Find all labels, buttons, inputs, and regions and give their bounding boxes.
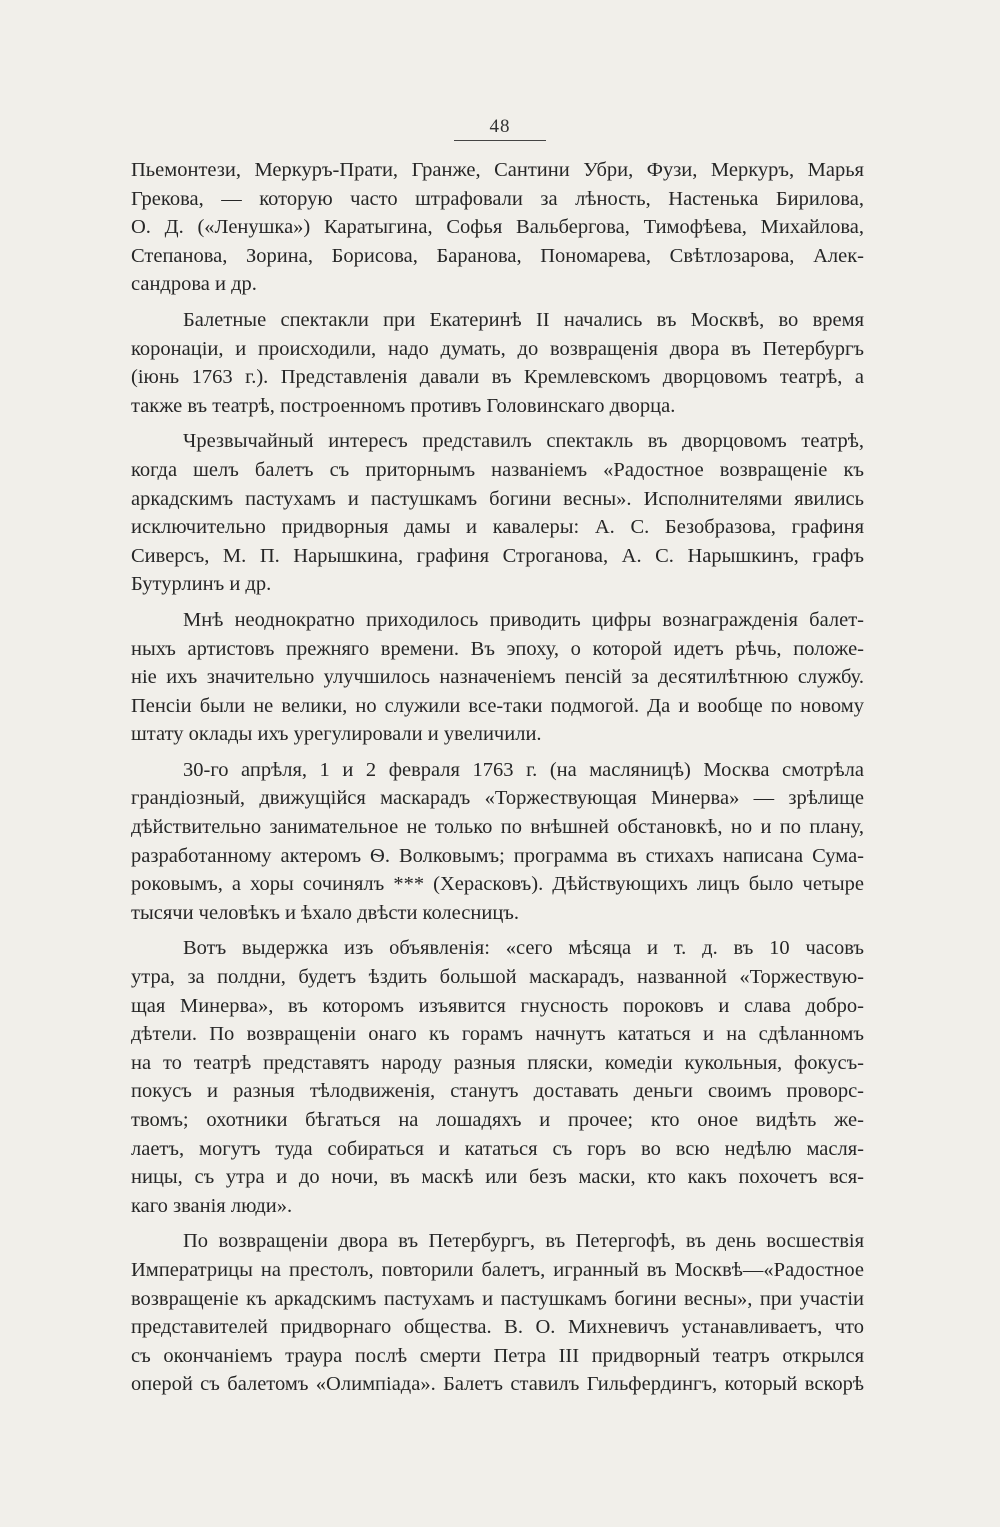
text-line: роковымъ, а хоры сочинялъ *** (Херасковъ). Дѣйствующихъ лицъ было четыре <box>131 873 864 896</box>
text-line: дѣтели. По возвращеніи онаго къ горамъ начнутъ кататься и на сдѣланномъ <box>131 1023 864 1046</box>
text-line: Пенсіи были не велики, но служили все-таки подмогой. Да и вообще по новому <box>131 694 864 717</box>
text-line: представителей придворнаго общества. В. О. Михневичъ устанавливаетъ, что <box>131 1316 864 1339</box>
text-line: 30-го апрѣля, 1 и 2 февраля 1763 г. (на масляницѣ) Москва смотрѣла <box>183 758 864 781</box>
text-line: Императрицы на престолъ, повторили балетъ, игранный въ Москвѣ—«Радостное <box>131 1258 864 1281</box>
text-line: штату оклады ихъ урегулировали и увеличили. <box>131 723 542 746</box>
text-line: дѣйствительно занимательное не только по внѣшней обстановкѣ, но и по плану, <box>131 816 864 839</box>
text-line: Грекова, — которую часто штрафовали за лѣность, Настенька Бирилова, <box>131 187 864 210</box>
text-line: Мнѣ неоднократно приходилось приводить цифры вознагражденія балет- <box>183 608 864 631</box>
paragraph-5 <box>131 756 864 928</box>
text-line: Балетные спектакли при Екатеринѣ II начались въ Москвѣ, во время <box>183 308 864 331</box>
text-line: ницы, съ утра и до ночи, въ маскѣ или безъ маски, кто какъ похочетъ вся- <box>131 1166 864 1189</box>
text-line: разработанному актеромъ Ѳ. Волковымъ; программа въ стихахъ написана Сума- <box>131 844 864 867</box>
text-line: исключительно придворныя дамы и кавалеры: А. С. Безобразова, графиня <box>131 516 864 539</box>
paragraph-6 <box>131 934 864 1220</box>
text-line: покусъ и разныя тѣлодвиженія, станутъ доставать деньги своимъ проворс- <box>131 1080 864 1103</box>
paragraph-1 <box>131 156 864 299</box>
text-line: сандрова и др. <box>131 273 257 296</box>
paragraph-2 <box>131 306 864 420</box>
text-line: съ окончаніемъ траура послѣ смерти Петра III придворный театръ открылся <box>131 1344 864 1367</box>
paragraph-7 <box>131 1227 864 1399</box>
text-line: (іюнь 1763 г.). Представленія давали въ Кремлевскомъ дворцовомъ театрѣ, а <box>131 366 864 389</box>
text-line: возвращеніе къ аркадскимъ пастухамъ и пастушкамъ богини весны», при участіи <box>131 1287 864 1310</box>
text-line: Пьемонтези, Меркуръ-Прати, Гранже, Сантини Убри, Фузи, Меркуръ, Марья <box>131 159 864 181</box>
text-line: тысячи человѣкъ и ѣхало двѣсти колесницъ. <box>131 901 520 924</box>
text-line: коронаціи, и происходили, надо думать, до возвращенія двора въ Петербургъ <box>131 337 864 360</box>
text-line: Вотъ выдержка изъ объявленія: «сего мѣсяца и т. д. въ 10 часовъ <box>183 937 864 960</box>
text-line: грандіозный, движущійся маскарадъ «Торжествующая Минерва» — зрѣлище <box>131 787 864 810</box>
text-line: утра, за полдни, будетъ ѣздить большой маскарадъ, названной «Торжествую- <box>131 966 864 989</box>
text-line: ніе ихъ значительно улучшилось назначеніемъ пенсій за десятилѣтнюю службу. <box>131 666 864 689</box>
text-line: Степанова, Зорина, Борисова, Баранова, Пономарева, Свѣтлозарова, Алек- <box>131 244 864 267</box>
text-line: твомъ; охотники бѣгаться на лошадяхъ и прочее; кто оное видѣть же- <box>131 1109 864 1131</box>
body-text <box>131 156 864 1399</box>
text-line: щая Минерва», въ которомъ изъявится гнусность пороковъ и слава добро- <box>131 994 864 1017</box>
paragraph-4 <box>131 606 864 749</box>
text-line: лаетъ, могутъ туда собираться и кататься съ горъ во всю недѣлю масля- <box>131 1137 864 1160</box>
text-line: также въ театрѣ, построенномъ противъ Головинскаго дворца. <box>131 394 676 417</box>
paragraph-3 <box>131 427 864 599</box>
text-line: когда шелъ балетъ съ приторнымъ названіемъ «Радостное возвращеніе къ <box>131 458 864 481</box>
text-line: каго званія люди». <box>131 1194 293 1217</box>
text-line: аркадскимъ пастухамъ и пастушкамъ богини весны». Исполнителями явились <box>131 487 864 510</box>
text-line: Чрезвычайный интересъ представилъ спектакль въ дворцовомъ театрѣ, <box>183 430 864 453</box>
text-line: О. Д. («Ленушка») Каратыгина, Софья Вальбергова, Тимофѣева, Михайлова, <box>131 216 864 239</box>
text-line: ныхъ артистовъ прежняго времени. Въ эпоху, о которой идетъ рѣчь, положе- <box>131 637 864 660</box>
text-line: Сиверсъ, М. П. Нарышкина, графиня Строганова, А. С. Нарышкинъ, графъ <box>131 544 864 567</box>
text-line: на то театрѣ представятъ народу разныя пляски, комедіи кукольныя, фокусъ- <box>131 1051 864 1074</box>
text-line: По возвращеніи двора въ Петербургъ, въ Петергофѣ, въ день восшествія <box>183 1230 864 1253</box>
header-rule <box>454 140 546 141</box>
text-line: оперой съ балетомъ «Олимпіада». Балетъ ставилъ Гильфердингъ, который вскорѣ <box>131 1373 864 1396</box>
text-line: Бутурлинъ и др. <box>131 573 272 596</box>
page-number: 48 <box>489 116 511 137</box>
